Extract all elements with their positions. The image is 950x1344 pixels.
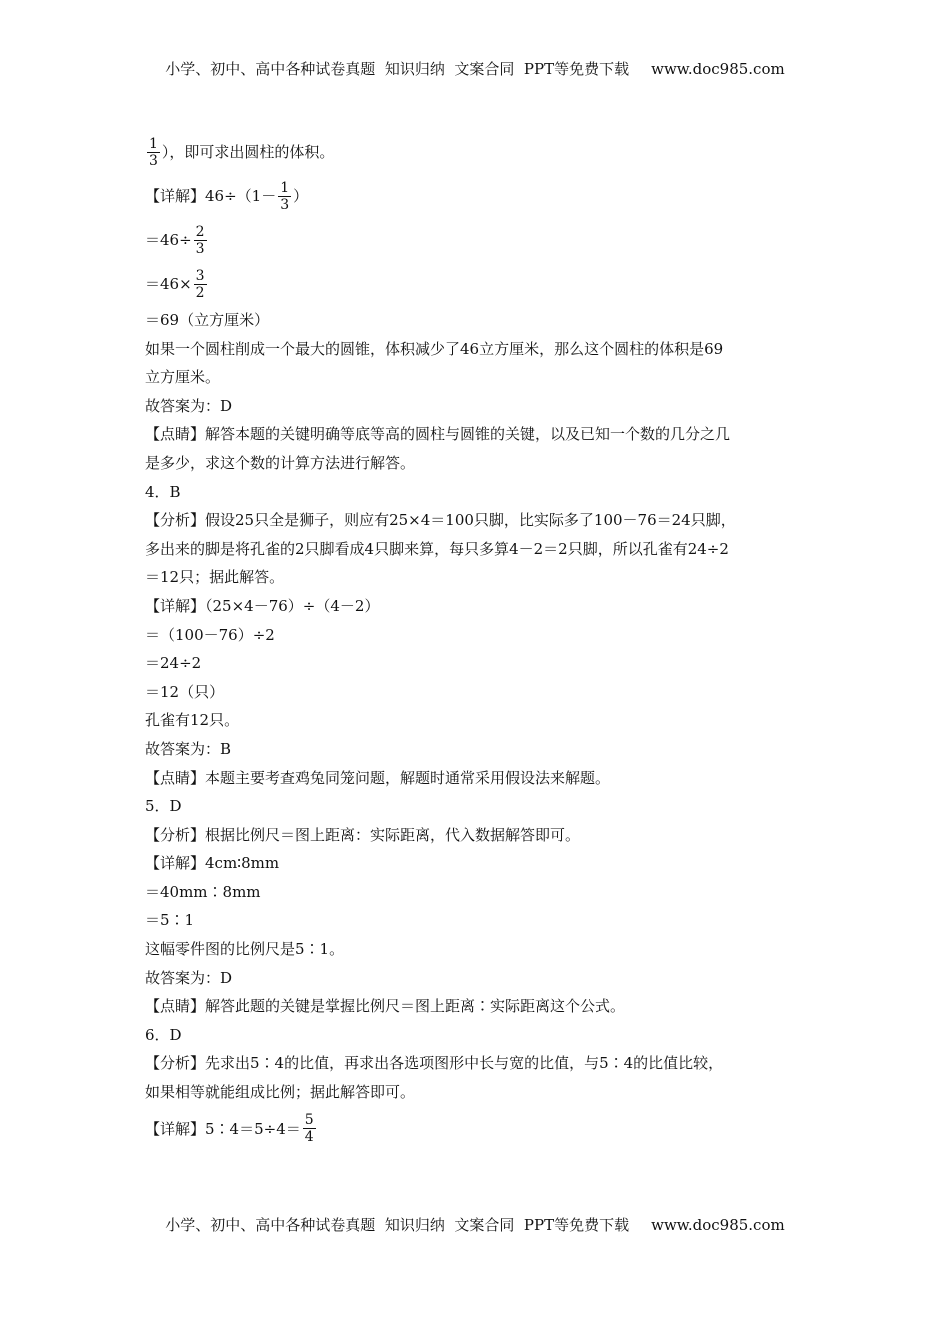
line-24: 【详解】4cm∶8mm bbox=[145, 854, 280, 873]
fraction: $\frac{2}{3}$ bbox=[195, 223, 205, 257]
line-32: 如果相等就能组成比例；据此解答即可。 bbox=[145, 1083, 416, 1102]
line-2: 【详解】46÷（1－ $\frac{1}{3}$ ） bbox=[145, 179, 309, 213]
header-url: www.doc985.com bbox=[651, 60, 785, 78]
line-6: 如果一个圆柱削成一个最大的圆锥，体积减少了46立方厘米，那么这个圆柱的体积是69 bbox=[145, 339, 724, 358]
footer-text: 小学、初中、高中各种试卷真题 知识归纳 文案合同 PPT等免费下载 bbox=[165, 1216, 630, 1234]
fraction: $\frac{5}{4}$ bbox=[304, 1112, 314, 1146]
line-5: ＝69（立方厘米） bbox=[145, 311, 270, 329]
line-9: 【点睛】解答本题的关键明确等底等高的圆柱与圆锥的关键，以及已知一个数的几分之几 bbox=[145, 425, 731, 444]
line-25: ＝40mm∶8mm bbox=[145, 882, 261, 901]
line-16: ＝（100－76）÷2 bbox=[145, 625, 275, 644]
line-15: 【详解】（25×4－76）÷（4－2） bbox=[145, 596, 380, 615]
line-27: 这幅零件图的比例尺是5∶1。 bbox=[145, 940, 345, 959]
line-29: 【点睛】解答此题的关键是掌握比例尺＝图上距离∶实际距离这个公式。 bbox=[145, 997, 626, 1016]
line-3: ＝46÷ $\frac{2}{3}$ bbox=[145, 223, 205, 257]
fraction: $\frac{1}{3}$ bbox=[280, 179, 290, 213]
header-text: 小学、初中、高中各种试卷真题 知识归纳 文案合同 PPT等免费下载 bbox=[165, 60, 630, 78]
line-21: 【点睛】本题主要考查鸡兔同笼问题，解题时通常采用假设法来解题。 bbox=[145, 768, 611, 787]
line-11: 4．B bbox=[145, 482, 181, 501]
line-7: 立方厘米。 bbox=[145, 368, 221, 387]
line-17: ＝24÷2 bbox=[145, 654, 202, 673]
footer-url: www.doc985.com bbox=[651, 1216, 785, 1234]
document-body bbox=[145, 130, 815, 1151]
line-30: 6．D bbox=[145, 1025, 182, 1044]
page-footer bbox=[0, 1214, 950, 1235]
line-22: 5．D bbox=[145, 797, 182, 816]
line-10: 是多少，求这个数的计算方法进行解答。 bbox=[145, 453, 416, 472]
line-13: 多出来的脚是将孔雀的2只脚看成4只脚来算，每只多算4－2＝2只脚，所以孔雀有24÷2 bbox=[145, 539, 729, 558]
line-18: ＝12（只） bbox=[145, 682, 225, 701]
line-8: 故答案为：D bbox=[145, 396, 233, 415]
line-26: ＝5∶1 bbox=[145, 911, 195, 930]
line-1: $\frac{1}{3}$ ），即可求出圆柱的体积。 bbox=[149, 135, 335, 169]
line-31: 【分析】先求出5∶4的比值，再求出各选项图形中长与宽的比值，与5∶4的比值比较， bbox=[145, 1054, 724, 1073]
line-19: 孔雀有12只。 bbox=[145, 711, 240, 730]
line-14: ＝12只；据此解答。 bbox=[145, 568, 285, 587]
line-28: 故答案为：D bbox=[145, 968, 233, 987]
line-23: 【分析】根据比例尺＝图上距离：实际距离，代入数据解答即可。 bbox=[145, 825, 581, 844]
line-20: 故答案为：B bbox=[145, 739, 232, 758]
line-12: 【分析】假设25只全是狮子，则应有25×4＝100只脚，比实际多了100－76＝24只脚， bbox=[145, 511, 736, 530]
line-33: 【详解】5∶4＝5÷4＝ $\frac{5}{4}$ bbox=[145, 1112, 314, 1146]
line-4: ＝46× $\frac{3}{2}$ bbox=[145, 267, 205, 301]
page-header bbox=[0, 58, 950, 79]
fraction: $\frac{1}{3}$ bbox=[149, 135, 158, 169]
fraction: $\frac{3}{2}$ bbox=[195, 267, 205, 301]
